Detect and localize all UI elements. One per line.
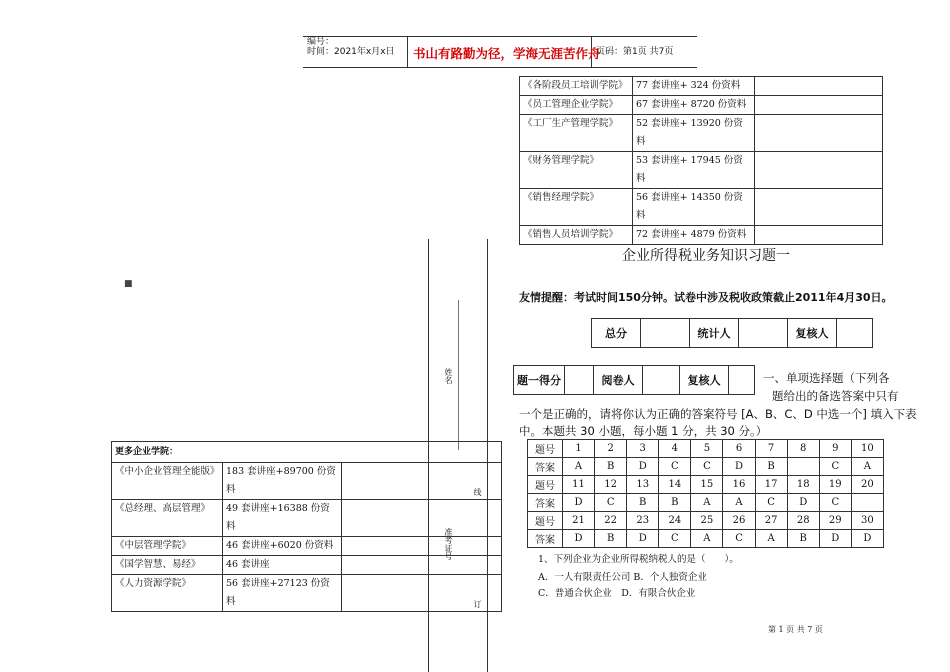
answer-cell[interactable]: A <box>723 494 755 512</box>
answer-table <box>527 439 884 548</box>
motto: 书山有路勤为径，学海无涯苦作舟 <box>413 46 601 61</box>
table-row <box>520 115 883 152</box>
answer-cell[interactable]: C <box>819 494 851 512</box>
answer-cell[interactable]: B <box>659 494 691 512</box>
blank-cell <box>342 537 502 556</box>
question-number-cell: 29 <box>819 512 851 530</box>
question-number-cell: 2 <box>595 440 627 458</box>
answer-cell[interactable] <box>851 494 883 512</box>
answer-cell[interactable]: A <box>563 458 595 476</box>
section-score-label: 题一得分 <box>514 366 565 395</box>
answer-cell[interactable]: D <box>563 530 595 548</box>
course-name: 《工厂生产管理学院》 <box>520 115 633 152</box>
question-number-cell: 19 <box>819 476 851 494</box>
question-number-cell: 28 <box>787 512 819 530</box>
header-top-rule <box>303 36 697 37</box>
question-number-cell: 8 <box>787 440 819 458</box>
more-courses-heading: 更多企业学院： <box>115 447 179 457</box>
answer-row-label: 答案 <box>528 494 563 512</box>
exam-title: 企业所得税业务知识习题一 <box>622 248 790 264</box>
page-label: 页码：第1页 共7页 <box>596 47 674 57</box>
blank-cell <box>755 96 883 115</box>
answer-row-label: 答案 <box>528 530 563 548</box>
course-info: 72 套讲座+ 4879 份资料 <box>633 226 755 245</box>
section-score-table <box>513 365 755 395</box>
answer-cell[interactable]: D <box>851 530 883 548</box>
question-1-options-cd: C．普通合伙企业 D．有限合伙企业 <box>538 588 696 599</box>
answer-cell[interactable]: D <box>723 458 755 476</box>
course-name: 《中层管理学院》 <box>112 537 223 556</box>
answer-cell[interactable]: D <box>627 530 659 548</box>
exam-id-label: 准考证号 <box>444 528 453 560</box>
answer-row <box>528 494 884 512</box>
answer-cell[interactable]: C <box>595 494 627 512</box>
course-info: 46 套讲座 <box>223 556 342 575</box>
answer-row-label: 题号 <box>528 440 563 458</box>
section-score-field[interactable] <box>565 366 594 395</box>
course-name: 《销售人员培训学院》 <box>520 226 633 245</box>
course-name: 《中小企业管理全能版》 <box>112 463 223 500</box>
page-footer: 第 1 页 共 7 页 <box>768 625 823 634</box>
section-intro-line3: 一个是正确的，请将你认为正确的答案符号 [A、B、C、D 中选一个] 填入下表 <box>519 407 917 421</box>
answer-cell[interactable]: C <box>691 458 723 476</box>
grader-label: 阅卷人 <box>594 366 643 395</box>
answer-cell[interactable]: B <box>595 458 627 476</box>
question-number-cell: 9 <box>819 440 851 458</box>
question-number-cell: 1 <box>563 440 595 458</box>
header-bottom-rule <box>303 67 697 68</box>
answer-cell[interactable]: C <box>659 530 691 548</box>
blank-cell <box>755 189 883 226</box>
blank-cell <box>755 152 883 189</box>
answer-row <box>528 476 884 494</box>
answer-cell[interactable]: A <box>755 530 787 548</box>
section-intro-line1: 一、单项选择题（下列各 <box>763 371 890 385</box>
binding-line <box>458 300 459 450</box>
question-number-cell: 23 <box>627 512 659 530</box>
table-row <box>592 319 873 348</box>
table-row <box>112 556 502 575</box>
seal-mark: 订 <box>473 600 482 608</box>
course-info: 52 套讲座+ 13920 份资料 <box>633 115 755 152</box>
table-row <box>112 575 502 612</box>
blank-cell <box>755 115 883 152</box>
student-name-label: 姓名 <box>444 368 453 384</box>
answer-row-label: 题号 <box>528 476 563 494</box>
answer-row <box>528 458 884 476</box>
course-info: 67 套讲座+ 8720 份资料 <box>633 96 755 115</box>
table-row <box>520 189 883 226</box>
answer-row <box>528 530 884 548</box>
serial-label: 编号： <box>307 37 335 47</box>
question-number-cell: 6 <box>723 440 755 458</box>
statistician-field[interactable] <box>739 319 788 348</box>
answer-cell[interactable]: C <box>723 530 755 548</box>
question-number-cell: 20 <box>851 476 883 494</box>
answer-cell[interactable]: C <box>659 458 691 476</box>
bullet-mark: ■ <box>124 279 133 289</box>
course-info: 56 套讲座+27123 份资料 <box>223 575 342 612</box>
answer-cell[interactable]: D <box>819 530 851 548</box>
course-info: 53 套讲座+ 17945 份资料 <box>633 152 755 189</box>
question-number-cell: 21 <box>563 512 595 530</box>
section-intro-line2: 题给出的备选答案中只有 <box>772 389 899 403</box>
table-row <box>520 77 883 96</box>
course-name: 《销售经理学院》 <box>520 189 633 226</box>
header-divider <box>407 37 408 67</box>
question-number-cell: 22 <box>595 512 627 530</box>
answer-cell[interactable]: D <box>563 494 595 512</box>
question-number-cell: 5 <box>691 440 723 458</box>
question-number-cell: 3 <box>627 440 659 458</box>
course-table-bottom <box>111 462 502 612</box>
question-number-cell: 4 <box>659 440 691 458</box>
table-row <box>112 537 502 556</box>
blank-cell <box>755 77 883 96</box>
course-table-top <box>519 76 883 245</box>
blank-cell <box>342 575 502 612</box>
course-info: 183 套讲座+89700 份资料 <box>223 463 342 500</box>
answer-cell[interactable]: C <box>755 494 787 512</box>
question-number-cell: 25 <box>691 512 723 530</box>
question-number-cell: 12 <box>595 476 627 494</box>
question-number-cell: 13 <box>627 476 659 494</box>
blank-cell <box>755 226 883 245</box>
blank-cell <box>342 463 502 500</box>
course-info: 77 套讲座+ 324 份资料 <box>633 77 755 96</box>
question-number-cell: 16 <box>723 476 755 494</box>
answer-cell[interactable]: B <box>755 458 787 476</box>
question-number-cell: 11 <box>563 476 595 494</box>
question-number-cell: 17 <box>755 476 787 494</box>
answer-cell[interactable]: A <box>691 494 723 512</box>
question-number-cell: 26 <box>723 512 755 530</box>
answer-cell[interactable]: D <box>787 494 819 512</box>
answer-row-label: 题号 <box>528 512 563 530</box>
table-row <box>514 366 755 395</box>
reviewer-field[interactable] <box>729 366 755 395</box>
course-name: 《员工管理企业学院》 <box>520 96 633 115</box>
answer-cell[interactable] <box>787 458 819 476</box>
course-name: 《人力资源学院》 <box>112 575 223 612</box>
table-row <box>112 500 502 537</box>
line-mark: 线 <box>473 488 482 496</box>
answer-cell[interactable]: B <box>627 494 659 512</box>
blank-cell <box>342 556 502 575</box>
answer-cell[interactable]: A <box>851 458 883 476</box>
answer-cell[interactable]: B <box>595 530 627 548</box>
grader-field[interactable] <box>643 366 680 395</box>
course-name: 《财务管理学院》 <box>520 152 633 189</box>
answer-row <box>528 440 884 458</box>
section-intro-line4: 中。本题共 30 小题，每小题 1 分，共 30 分。） <box>519 424 768 438</box>
answer-row <box>528 512 884 530</box>
table-row <box>520 96 883 115</box>
question-number-cell: 14 <box>659 476 691 494</box>
question-1: 1、下列企业为企业所得税纳税人的是（ ）。 <box>538 554 739 565</box>
question-1-options-ab: A．一人有限责任公司 B．个人独资企业 <box>538 572 707 583</box>
question-number-cell: 30 <box>851 512 883 530</box>
answer-cell[interactable]: D <box>627 458 659 476</box>
table-row <box>520 226 883 245</box>
question-number-cell: 15 <box>691 476 723 494</box>
question-number-cell: 24 <box>659 512 691 530</box>
reviewer-label: 复核人 <box>788 319 837 348</box>
answer-row-label: 答案 <box>528 458 563 476</box>
reviewer-field[interactable] <box>837 319 873 348</box>
answer-cell[interactable]: C <box>819 458 851 476</box>
course-name: 《各阶段员工培训学院》 <box>520 77 633 96</box>
table-row <box>112 463 502 500</box>
total-score-field[interactable] <box>641 319 690 348</box>
reviewer-label: 复核人 <box>680 366 729 395</box>
question-number-cell: 7 <box>755 440 787 458</box>
course-name: 《国学智慧、易经》 <box>112 556 223 575</box>
course-info: 46 套讲座+6020 份资料 <box>223 537 342 556</box>
course-name: 《总经理、高层管理》 <box>112 500 223 537</box>
statistician-label: 统计人 <box>690 319 739 348</box>
question-number-cell: 18 <box>787 476 819 494</box>
exam-notice: 友情提醒：考试时间150分钟。试卷中涉及税收政策截止2011年4月30日。 <box>519 291 893 304</box>
course-info: 49 套讲座+16388 份资料 <box>223 500 342 537</box>
answer-cell[interactable]: A <box>691 530 723 548</box>
time-label: 时间：2021年x月x日 <box>307 47 395 57</box>
course-info: 56 套讲座+ 14350 份资料 <box>633 189 755 226</box>
table-row <box>520 152 883 189</box>
question-number-cell: 27 <box>755 512 787 530</box>
total-score-label: 总分 <box>592 319 641 348</box>
answer-cell[interactable]: B <box>787 530 819 548</box>
blank-cell <box>342 500 502 537</box>
score-table <box>591 318 873 348</box>
question-number-cell: 10 <box>851 440 883 458</box>
